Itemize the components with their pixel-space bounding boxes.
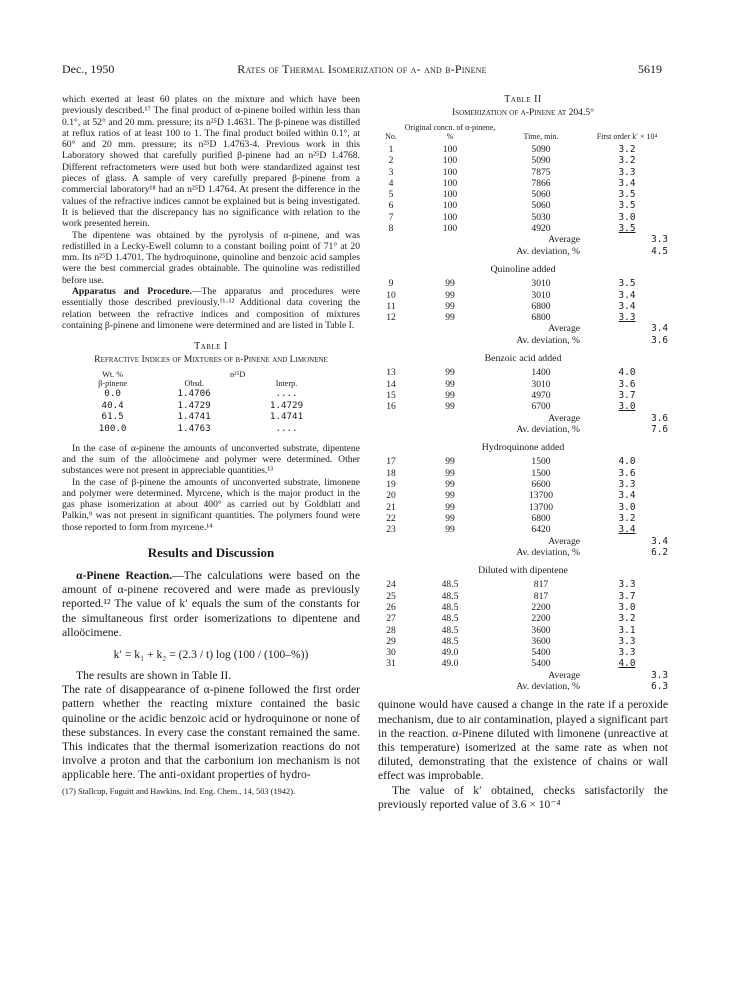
paragraph-results-ref: The results are shown in Table II. bbox=[76, 669, 232, 682]
table-row: 31 49.0 5400 4.0 bbox=[386, 658, 636, 670]
apparatus-heading: Apparatus and Procedure. bbox=[72, 286, 192, 298]
table2-body bbox=[378, 144, 668, 692]
table-row: 13 99 1400 4.0 bbox=[386, 367, 636, 379]
average-row bbox=[378, 234, 668, 245]
group-label-row bbox=[378, 346, 668, 367]
group-label-row bbox=[378, 558, 668, 579]
table-row: 18 99 1500 3.6 bbox=[386, 467, 636, 479]
group-label: Diluted with dipentene bbox=[478, 565, 568, 577]
deviation-label: Av. deviation, % bbox=[516, 334, 580, 346]
table2-header-no: No. bbox=[385, 132, 397, 141]
table-row: 10 99 3010 3.4 bbox=[386, 289, 636, 301]
alpha-reaction-text: —The calculations were based on the amount of α-pinene recovered and were made as previously reported.¹² The value of k′ equals the sum of the constants for the simultaneous first order isomerizations to dipentene and alloöcimene. bbox=[62, 568, 360, 639]
header-title: Rates of Thermal Isomerization of α- and β-Pinene bbox=[237, 62, 487, 76]
table-row: 5 100 5060 3.5 bbox=[388, 189, 636, 201]
table-row: 20 99 13700 3.4 bbox=[386, 490, 636, 502]
group-label: Benzoic acid added bbox=[484, 353, 562, 365]
average-label: Average bbox=[548, 323, 580, 335]
deviation-row bbox=[378, 335, 668, 346]
table-row: 15 99 4970 3.7 bbox=[386, 389, 636, 401]
table-row: 2 100 5090 3.2 bbox=[388, 155, 636, 167]
table1 bbox=[80, 370, 330, 434]
table-row: 23 99 6420 3.4 bbox=[386, 524, 636, 536]
paragraph-peroxide: quinone would have caused a change in the rate if a peroxide mechanism, due to air contamination, played a significant part in the reaction. α-Pinene diluted with limonene (unreactive at this temperature) isomerized at the same rate as when not diluted, demonstrating that the existence of chains or wall effect was improbable. bbox=[378, 698, 668, 783]
table-row: 1 100 5090 3.2 bbox=[388, 144, 636, 155]
table-row: 9 99 3010 3.5 bbox=[388, 278, 636, 290]
paragraph-first-order: The rate of disappearance of α-pinene followed the first order pattern whether the reacting mixture contained the basic quinoline or the acidic benzoic acid or hydroquinone or none of these substances. In every case the constant remained the same. This indicates that the thermal isomerization reactions do not involve a proton and that the carbonium ion mechanism is not applicable here. The anti-oxidant properties of hydro- bbox=[62, 683, 360, 782]
deviation-value: 6.2 bbox=[651, 546, 668, 558]
deviation-label: Av. deviation, % bbox=[516, 681, 580, 693]
table-row: 4 100 7866 3.4 bbox=[388, 177, 636, 189]
table1-title: Refractive Indices of Mixtures of β-Pinene and Limonene bbox=[94, 354, 328, 366]
deviation-label: Av. deviation, % bbox=[516, 546, 580, 558]
table2-header-concn: Original concn. of α-pinene, % bbox=[404, 123, 496, 141]
paragraph-dipentene: The dipentene was obtained by the pyrolysis of α-pinene, and was redistilled in a Lecky-Ewell column to a constant boiling point of 71° at 20 mm. Its n²⁵D 1.4701. The hydroquinone, quinoline and benzoic acid samples were the best commercial grades obtainable. The quinoline was redistilled before use. bbox=[62, 229, 360, 286]
table-row: 100.0 1.4763 .... bbox=[98, 423, 298, 435]
table-row: 25 48.5 817 3.7 bbox=[386, 590, 636, 602]
paragraph-alpha-reaction bbox=[62, 569, 360, 640]
average-value: 3.4 bbox=[651, 323, 668, 335]
footnote-17: (17) Stallcup, Fuguitt and Hawkins, Ind. Eng. Chem., 14, 503 (1942). bbox=[62, 786, 296, 796]
deviation-row bbox=[378, 246, 668, 257]
table-row: 8 100 4920 3.5 bbox=[388, 223, 636, 235]
group-label-row bbox=[378, 257, 668, 278]
paragraph-k-value: The value of k′ obtained, checks satisfactorily the previously reported value of 3.6 × 10⁻⁴ bbox=[378, 783, 668, 811]
average-label: Average bbox=[548, 669, 580, 681]
table-row: 27 48.5 2200 3.2 bbox=[386, 613, 636, 625]
deviation-row bbox=[378, 547, 668, 558]
average-value: 3.6 bbox=[651, 412, 668, 424]
average-row bbox=[378, 536, 668, 547]
deviation-value: 7.6 bbox=[651, 423, 668, 435]
average-label: Average bbox=[548, 412, 580, 424]
deviation-label: Av. deviation, % bbox=[516, 423, 580, 435]
average-label: Average bbox=[548, 535, 580, 547]
deviation-row bbox=[378, 424, 668, 435]
table-row: 16 99 6700 3.0 bbox=[386, 401, 636, 413]
table-row: 12 99 6800 3.3 bbox=[386, 312, 636, 324]
table-row: 7 100 5030 3.0 bbox=[388, 211, 636, 223]
paragraph-purification: which exerted at least 60 plates on the mixture and which have been previously described.¹⁷ The final product of α-pinene boiled within less than 0.1°, at 52° and 20 mm. pressure; its n²⁵D 1.4631. The β-pinene was distilled at reflux ratios of at least 100 to 1. The final product boiled within 0.1°, at 60° and 20 mm. pressure; its n²⁵D 1.4763-4. Previous work in this Laboratory showed that carefully purified β-pinene had an n²⁵D 1.4768. Different refractometers were used but both were standardized against test pieces of glass. A sample of very carefully prepared β-pinene from a commercial laboratory¹⁸ had an n²⁵D 1.4764. At present the difference in the values of the refractive indices cannot be explained but is being investigated. It is believed that the discrepancy has no significance with relation to the work presented herein. bbox=[62, 94, 360, 230]
deviation-row bbox=[378, 681, 668, 692]
average-value: 3.4 bbox=[651, 535, 668, 547]
deviation-value: 6.3 bbox=[651, 681, 668, 693]
deviation-value: 4.5 bbox=[651, 245, 668, 257]
table1-header-interp: Interp. bbox=[275, 379, 298, 389]
average-label: Average bbox=[548, 234, 580, 246]
average-row bbox=[378, 670, 668, 681]
table-row: 28 48.5 3600 3.1 bbox=[386, 624, 636, 636]
table-row: 14 99 3010 3.6 bbox=[386, 378, 636, 390]
table2-header-time: Time, min. bbox=[523, 132, 559, 141]
rate-equation: k′ = k₁ + k₂ = (2.3 / t) log (100 / (100–%)) bbox=[113, 648, 309, 661]
table-row: 3 100 7875 3.3 bbox=[388, 166, 636, 178]
table-row: 29 48.5 3600 3.3 bbox=[386, 635, 636, 647]
header-page-number: 5619 bbox=[638, 62, 662, 76]
group-label: Hydroquinone added bbox=[481, 442, 565, 454]
table2-header-k: First order k′ × 10⁴ bbox=[596, 132, 658, 141]
header-date: Dec., 1950 bbox=[62, 62, 115, 76]
table-row: 61.5 1.4741 1.4741 bbox=[101, 411, 304, 423]
table-row: 26 48.5 2200 3.0 bbox=[386, 601, 636, 613]
group-label-row bbox=[378, 435, 668, 456]
table-row: 11 99 6800 3.4 bbox=[386, 300, 636, 312]
table-row: 6 100 5060 3.5 bbox=[388, 200, 636, 212]
table-row: 0.0 1.4706 .... bbox=[104, 388, 298, 400]
table-row: 17 99 1500 4.0 bbox=[386, 456, 636, 468]
average-value: 3.3 bbox=[651, 234, 668, 246]
paragraph-apparatus bbox=[62, 286, 360, 331]
section-heading: Results and Discussion bbox=[147, 544, 275, 560]
table2-caption: Table II bbox=[504, 94, 542, 105]
table1-header-nd: n²⁵D bbox=[229, 370, 246, 380]
deviation-label: Av. deviation, % bbox=[516, 245, 580, 257]
running-header bbox=[62, 62, 662, 80]
table-row: 19 99 6600 3.3 bbox=[386, 479, 636, 491]
table1-header-wt: Wt. % β-pinene bbox=[98, 370, 127, 389]
right-column bbox=[378, 94, 668, 812]
table-row: 30 49.0 5400 3.3 bbox=[386, 647, 636, 659]
apparatus-text: —The apparatus and procedures were essentially those described previously.¹¹·¹² Additional data covering the relation between the refractive indices and composition of mixtures containing β-pinene and limonene were determined and are listed in Table I. bbox=[62, 286, 360, 331]
table-row: 24 48.5 817 3.3 bbox=[386, 579, 636, 591]
table-row: 40.4 1.4729 1.4729 bbox=[101, 399, 304, 411]
alpha-reaction-heading: α-Pinene Reaction. bbox=[76, 568, 173, 582]
paragraph-beta-products: In the case of β-pinene the amounts of unconverted substrate, limonene and polymer were determined. Myrcene, which is the major product in the gas phase isomerization at about 400° as carried out by Goldblatt and Palkin,⁹ was not present in significant quantities. The polymers found were those reported to form from myrcene.¹⁴ bbox=[62, 476, 360, 533]
table1-header-obsd: Obsd. bbox=[184, 379, 204, 389]
table-row: 22 99 6800 3.2 bbox=[386, 512, 636, 524]
table1-caption: Table I bbox=[194, 341, 228, 353]
table2-title: Isomerization of α-Pinene at 204.5° bbox=[451, 107, 594, 118]
table-row: 21 99 13700 3.0 bbox=[386, 501, 636, 513]
average-row bbox=[378, 413, 668, 424]
paragraph-alpha-products: In the case of α-pinene the amounts of unconverted substrate, dipentene and the sum of the alloöcimene and polymer were determined. Other substances were not present in appreciable quantities.¹³ bbox=[62, 442, 360, 477]
deviation-value: 3.6 bbox=[651, 334, 668, 346]
average-value: 3.3 bbox=[651, 669, 668, 681]
left-column bbox=[62, 94, 360, 797]
average-row bbox=[378, 323, 668, 334]
table2 bbox=[378, 123, 668, 692]
group-label: Quinoline added bbox=[490, 263, 556, 275]
